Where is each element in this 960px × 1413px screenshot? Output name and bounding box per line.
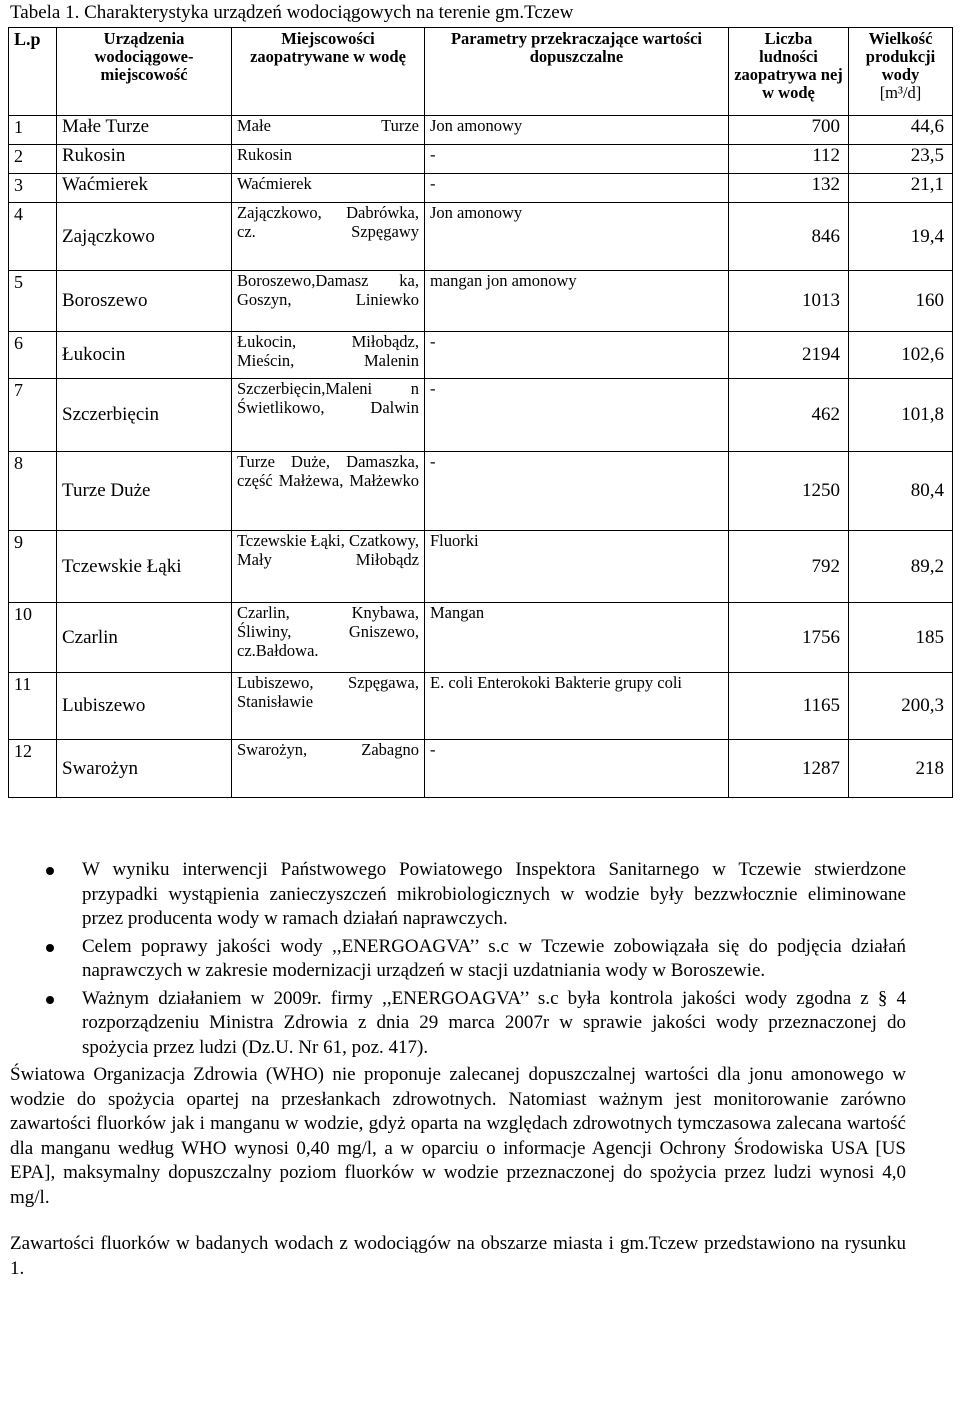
row-device: Turze Duże <box>57 452 232 531</box>
row-places: Turze Duże, Damaszka, część Małżewa, Małżewko <box>232 452 425 531</box>
row-places: Małe Turze <box>232 116 425 145</box>
row-places: Tczewskie Łąki, Czatkowy, Mały Miłobądz <box>232 531 425 603</box>
row-production: 160 <box>849 271 953 332</box>
row-params: - <box>425 145 729 174</box>
row-device: Waćmierek <box>57 174 232 203</box>
table-row <box>9 603 953 673</box>
body-text <box>10 858 906 1281</box>
table-row <box>9 452 953 531</box>
row-lp: 7 <box>9 379 57 452</box>
bullet-icon <box>46 867 54 875</box>
row-params: - <box>425 740 729 798</box>
table-row <box>9 531 953 603</box>
row-production: 185 <box>849 603 953 673</box>
row-production: 200,3 <box>849 673 953 740</box>
row-production: 80,4 <box>849 452 953 531</box>
row-device: Szczerbięcin <box>57 379 232 452</box>
table-row <box>9 740 953 798</box>
row-population: 1013 <box>729 271 849 332</box>
bullet-icon <box>46 944 54 952</box>
row-places: Lubiszewo, Szpęgawa, Stanisławie <box>232 673 425 740</box>
list-item <box>82 987 906 1061</box>
bullet-text: Ważnym działaniem w 2009r. firmy ,,ENERGOAGVA’’ s.c była kontrola jakości wody zgodna z § 4 rozporządzeniu Ministra Zdrowia z dnia 29 marca 2007r w sprawie jakości wody przeznaczonej do spożycia przez ludzi (Dz.U. Nr 61, poz. 417). <box>82 987 906 1058</box>
row-population: 700 <box>729 116 849 145</box>
col-header-production <box>849 28 953 116</box>
row-lp: 3 <box>9 174 57 203</box>
table-row <box>9 116 953 145</box>
table-row <box>9 271 953 332</box>
row-lp: 2 <box>9 145 57 174</box>
col-header-places: Miejscowości zaopatrywane w wodę <box>232 28 425 116</box>
row-population: 2194 <box>729 332 849 379</box>
table-row <box>9 673 953 740</box>
row-places: Rukosin <box>232 145 425 174</box>
row-places: Czarlin, Knybawa, Śliwiny, Gniszewo, cz.Bałdowa. <box>232 603 425 673</box>
row-population: 132 <box>729 174 849 203</box>
col-header-params: Parametry przekraczające wartości dopuszczalne <box>425 28 729 116</box>
row-params: mangan jon amonowy <box>425 271 729 332</box>
col-header-production-label: Wielkość produkcji wody <box>865 29 936 84</box>
row-device: Zajączkowo <box>57 203 232 271</box>
water-supply-table <box>8 27 953 798</box>
row-production: 21,1 <box>849 174 953 203</box>
row-params: - <box>425 174 729 203</box>
table-body <box>9 116 953 798</box>
row-lp: 11 <box>9 673 57 740</box>
row-lp: 12 <box>9 740 57 798</box>
row-params: Fluorki <box>425 531 729 603</box>
row-device: Swarożyn <box>57 740 232 798</box>
table-row <box>9 203 953 271</box>
col-header-population: Liczba ludności zaopatrywa nej w wodę <box>729 28 849 116</box>
row-production: 101,8 <box>849 379 953 452</box>
row-production: 44,6 <box>849 116 953 145</box>
row-device: Tczewskie Łąki <box>57 531 232 603</box>
row-population: 1756 <box>729 603 849 673</box>
row-device: Łukocin <box>57 332 232 379</box>
bullet-icon <box>46 996 54 1004</box>
row-lp: 10 <box>9 603 57 673</box>
row-population: 112 <box>729 145 849 174</box>
row-production: 89,2 <box>849 531 953 603</box>
row-device: Czarlin <box>57 603 232 673</box>
row-population: 1165 <box>729 673 849 740</box>
row-production: 102,6 <box>849 332 953 379</box>
table-caption: Tabela 1. Charakterystyka urządzeń wodociągowych na terenie gm.Tczew <box>10 2 574 23</box>
row-params: - <box>425 452 729 531</box>
col-header-device: Urządzenia wodociągowe- miejscowość <box>57 28 232 116</box>
bullet-list <box>10 858 906 1060</box>
row-production: 218 <box>849 740 953 798</box>
row-lp: 6 <box>9 332 57 379</box>
row-params: - <box>425 379 729 452</box>
list-item <box>82 858 906 932</box>
table-row <box>9 332 953 379</box>
row-population: 792 <box>729 531 849 603</box>
table-row <box>9 379 953 452</box>
closing-paragraph: Zawartości fluorków w badanych wodach z wodociągów na obszarze miasta i gm.Tczew przedstawiono na rysunku 1. <box>10 1233 906 1279</box>
row-params: E. coli Enterokoki Bakterie grupy coli <box>425 673 729 740</box>
row-lp: 5 <box>9 271 57 332</box>
row-params: Mangan <box>425 603 729 673</box>
row-production: 19,4 <box>849 203 953 271</box>
row-device: Boroszewo <box>57 271 232 332</box>
row-population: 1250 <box>729 452 849 531</box>
row-lp: 4 <box>9 203 57 271</box>
col-header-lp: L.p <box>9 28 57 116</box>
row-production: 23,5 <box>849 145 953 174</box>
col-header-production-unit: [m³/d] <box>879 83 922 102</box>
row-device: Lubiszewo <box>57 673 232 740</box>
row-lp: 8 <box>9 452 57 531</box>
bullet-text: Celem poprawy jakości wody ,,ENERGOAGVA’’ s.c w Tczewie zobowiązała się do podjęcia działań naprawczych w zakresie modernizacji urządzeń w stacji uzdatniania wody w Boroszewie. <box>82 935 906 981</box>
row-params: - <box>425 332 729 379</box>
row-population: 1287 <box>729 740 849 798</box>
row-population: 462 <box>729 379 849 452</box>
row-device: Małe Turze <box>57 116 232 145</box>
list-item <box>82 935 906 984</box>
row-places: Zajączkowo, Dabrówka, cz. Szpęgawy <box>232 203 425 271</box>
row-places: Szczerbięcin,Maleni n Świetlikowo, Dalwin <box>232 379 425 452</box>
row-device: Rukosin <box>57 145 232 174</box>
row-population: 846 <box>729 203 849 271</box>
row-places: Boroszewo,Damasz ka, Goszyn, Liniewko <box>232 271 425 332</box>
row-lp: 1 <box>9 116 57 145</box>
row-places: Waćmierek <box>232 174 425 203</box>
row-lp: 9 <box>9 531 57 603</box>
bullet-text: W wyniku interwencji Państwowego Powiatowego Inspektora Sanitarnego w Tczewie stwierdzone przypadki wystąpienia zanieczyszczeń mikrobiologicznych w wodzie były bezzwłocznie eliminowane przez producenta wody w ramach działań naprawczych. <box>82 859 906 929</box>
row-places: Łukocin, Miłobądz, Mieścin, Malenin <box>232 332 425 379</box>
table-row <box>9 145 953 174</box>
who-paragraph: Światowa Organizacja Zdrowia (WHO) nie proponuje zalecanej dopuszczalnej wartości dla jonu amonowego w wodzie do spożycia opartej na przesłankach zdrowotnych. Natomiast ważnym jest monitorowanie zarówno zawartości fluorków jak i manganu w wodzie, gdyż oparta na względach zdrowotnych tymczasowa zalecana wartość dla manganu według WHO wynosi 0,40 mg/l, a w oparciu o informacje Agencji Ochrony Środowiska USA [US EPA], maksymalny dopuszczalny poziom fluorków w wodzie przeznaczonej do spożycia przez ludzi wynosi 4,0 mg/l. <box>10 1064 906 1208</box>
table-row <box>9 174 953 203</box>
row-params: Jon amonowy <box>425 116 729 145</box>
row-params: Jon amonowy <box>425 203 729 271</box>
row-places: Swarożyn, Zabagno <box>232 740 425 798</box>
